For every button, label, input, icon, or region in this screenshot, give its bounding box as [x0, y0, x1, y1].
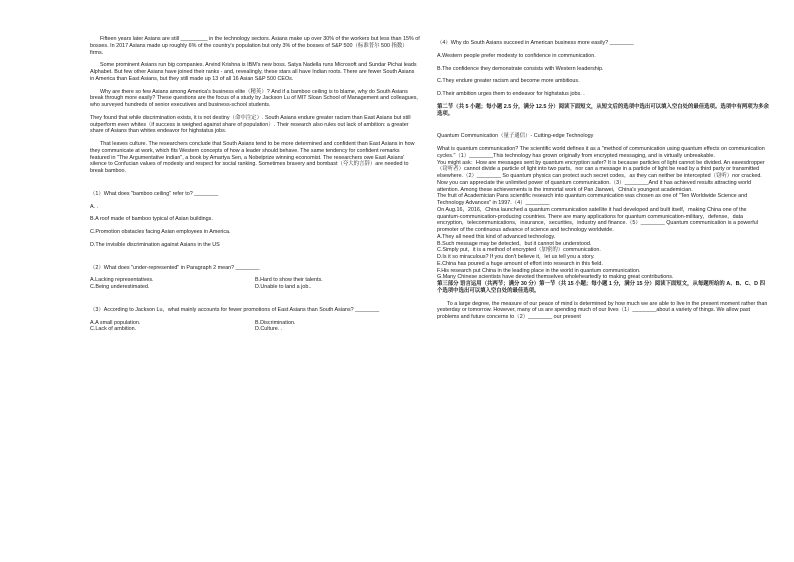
q4-option-a: A.Western people prefer modesty to confidence in communication. [437, 52, 596, 59]
q1-option-d: D.The invisible discrimination against Asians in the US [90, 241, 220, 248]
paragraph-5: That leaves culture. The researchers conclude that South Asians tend to be more determined and confident than East Asians in how they communicate at work, which fits Western concepts of how a leader should behave. The same tendency for confident remarks featured in "The Argumentative Indian", a book by Amartya Sen, a Nobelprize winning economist. The researchers owe East Asians' silence to Confucian values of modesty and respect for social ranking. Sometimes bravery and bombast（夸大的言辞）are needed to break bamboo. [90, 141, 415, 174]
passage-option-e: E.China has poured a huge amount of effort into research in this field. [437, 260, 603, 267]
passage-paragraph-2: You might ask：How are messages sent by quantum encryption safer? It is because particles of light cannot be divided. An eavesdropper（窃听者）cannot divide a particle of light into two parts，nor can a message in a particle of light be read by a third party or transmitted elsewhere.（2）________ So quantum physics can protect such secret codes，as they can neither be intercepted（窃听）nor cracked. [437, 159, 765, 179]
q4-option-d: D.Their ambition urges them to endeavor for highstatus jobs. . [437, 91, 585, 97]
passage-option-g: G.Many Chinese scientists have devoted themselves wholeheartedly to making great contributions. [437, 274, 674, 281]
passage-title: Quantum Communication（量子通信）- Cutting-edge Technology [437, 133, 594, 140]
q3-options-row2 [90, 326, 420, 333]
q2-option-b: B.Hard to show their talents. [255, 277, 323, 284]
q4-option-c: C.They endure greater racism and become more ambitious. [437, 78, 580, 85]
q2-option-a: A.Lacking representatives. [90, 277, 154, 284]
q2-option-d: D.Unable to land a job.. [255, 284, 312, 290]
q3-option-d: D.Culture. . [255, 326, 283, 333]
q2-options-row2 [90, 284, 420, 291]
paragraph-1: Fifteen years later Asians are still _________ in the technology sectors. Asians make up over 30% of the workers but less than 15% of bosses. In 2017 Asians made up roughly 6% of the country's population but only 3% of the bosses of S&P 500（标准普尔 500 指数）firms. [90, 36, 420, 56]
passage-option-d: D.Is it so miraculous? If you don't believe it，let us tell you a story. [437, 254, 595, 260]
passage-option-f: F.His research put China in the leading place in the world in quantum communication. [437, 267, 641, 274]
q1-option-c: C.Promotion obstacles facing Asian employees in America. [90, 229, 231, 235]
question-1: （1）What does "bamboo ceiling" refer to? ________ [90, 190, 219, 197]
q2-option-c: C.Being underestimated. [90, 284, 150, 290]
passage-option-c: C.Simply put，it is a method of encrypted（加密的）communication. [437, 247, 601, 254]
q1-option-a: A. . [90, 203, 99, 210]
passage-paragraph-5: On Aug.16，2016，China launched a quantum communication satellite it had developed and built itself，making China one of the quantum-communication-producing countries. There are many applications for quantum communication-military，defense，data encryption，telecommunications，insurance，securities，industry and finance.（5）________ Quantum communication is a powerful promoter of the continuous advance of science and technology worldwide. [437, 206, 758, 233]
q3-option-c: C.Lack of ambition. [90, 326, 137, 333]
q2-options-row1 [90, 277, 420, 284]
right-column [437, 40, 770, 321]
passage-option-a: A.They all need this kind of advanced technology. [437, 233, 556, 240]
q3-options-row1 [90, 320, 420, 327]
q3-option-a: A.A small population. [90, 319, 141, 326]
question-4: （4）Why do South Asians succeed in American business more easily? ________ [437, 40, 634, 46]
passage-option-b: B.Such message may be detected，but it cannot be understood. [437, 240, 592, 247]
q3-option-b: B.Discrimination. [255, 319, 296, 326]
section-3-heading: 第三部分 语言运用（共两节；满分 30 分）第一节（共 15 小题；每小题 1 分，满分 15 分）阅读下面短文，从每题所给的 A、B、C、D 四个选项中选出可以填入空白处的最佳选项。 [437, 281, 765, 294]
paragraph-4: They found that while discrimination exists, it is not destiny（命中注定）. South Asians endure greater racism than East Asians but still outperform even whites（if success is weighed against share of population）. Their research also rules out lack of ambition: a greater share of Asians than whites endeavor for highstatus jobs. [90, 114, 411, 135]
left-column [90, 36, 420, 333]
passage-paragraph-4: The fruit of Academician Pans scientific research into quantum communication was chosen as one of "Ten Worldwide Science and Technology Advances" in 1997.（4）________ [437, 193, 748, 206]
passage-paragraph-1: What is quantum communication? The scientific world defines it as a "method of communication using quantum effects on communication cycles."（1）________This technology has grown originally from encrypted messaging, and is virtually unbreakable. [437, 146, 765, 159]
question-2: （2）What does "under-represented" in Paragraph 2 mean? ________ [90, 264, 260, 271]
cloze-passage: To a large degree, the measure of our peace of mind is determined by how much we are able to live in the present moment rather than yesterday or tomorrow. However, many of us are spending much of our lives（1）________about a variety of things. We allow past problems and future concerns to（2）________ our present [437, 300, 768, 320]
question-3: （3）According to Jackson Lu，what mainly accounts for fewer promotions of East Asians than South Asians? ________ [90, 306, 380, 313]
paragraph-2: Some prominent Asians run big companies. Arvind Krishna is IBM's new boss. Satya Nadella runs Microsoft and Sundar Pichai leads Alphabet. But few other Asians have joined their ranks - and, revealingly, these stars all have Indian roots. There are fewer South Asians in America than East Asians, but they still made up 13 of all 16 Asian S&P 500 CEOs. [90, 62, 417, 82]
paragraph-3: Why are there so few Asians among America's business elite（精英）? And if a bamboo ceiling is to blame, why do South Asians break through more easily? These questions are the focus of a study by Jackson Lu of MIT Sloan School of Management and colleagues, who surveyed hundreds of senior executives and business-school students. [90, 88, 418, 108]
q1-option-b: B.A roof made of bamboo typical of Asian buildings. [90, 216, 213, 223]
section-2-heading: 第二节（共 5 小题；每小题 2.5 分，满分 12.5 分）阅读下面短文，从短文后的选项中选出可以填入空白处的最佳选项。选项中有两项为多余选项。 [437, 103, 769, 117]
passage-paragraph-3: Now you can appreciate the unlimited power of quantum communication.（3）________And it has achieved results attracting world attention. Among these achievements is the immortal work of Pan Jianwei，China's youngest academician. [437, 179, 752, 193]
q4-option-b: B.The confidence they demonstrate consists with Western leadership. [437, 65, 604, 72]
